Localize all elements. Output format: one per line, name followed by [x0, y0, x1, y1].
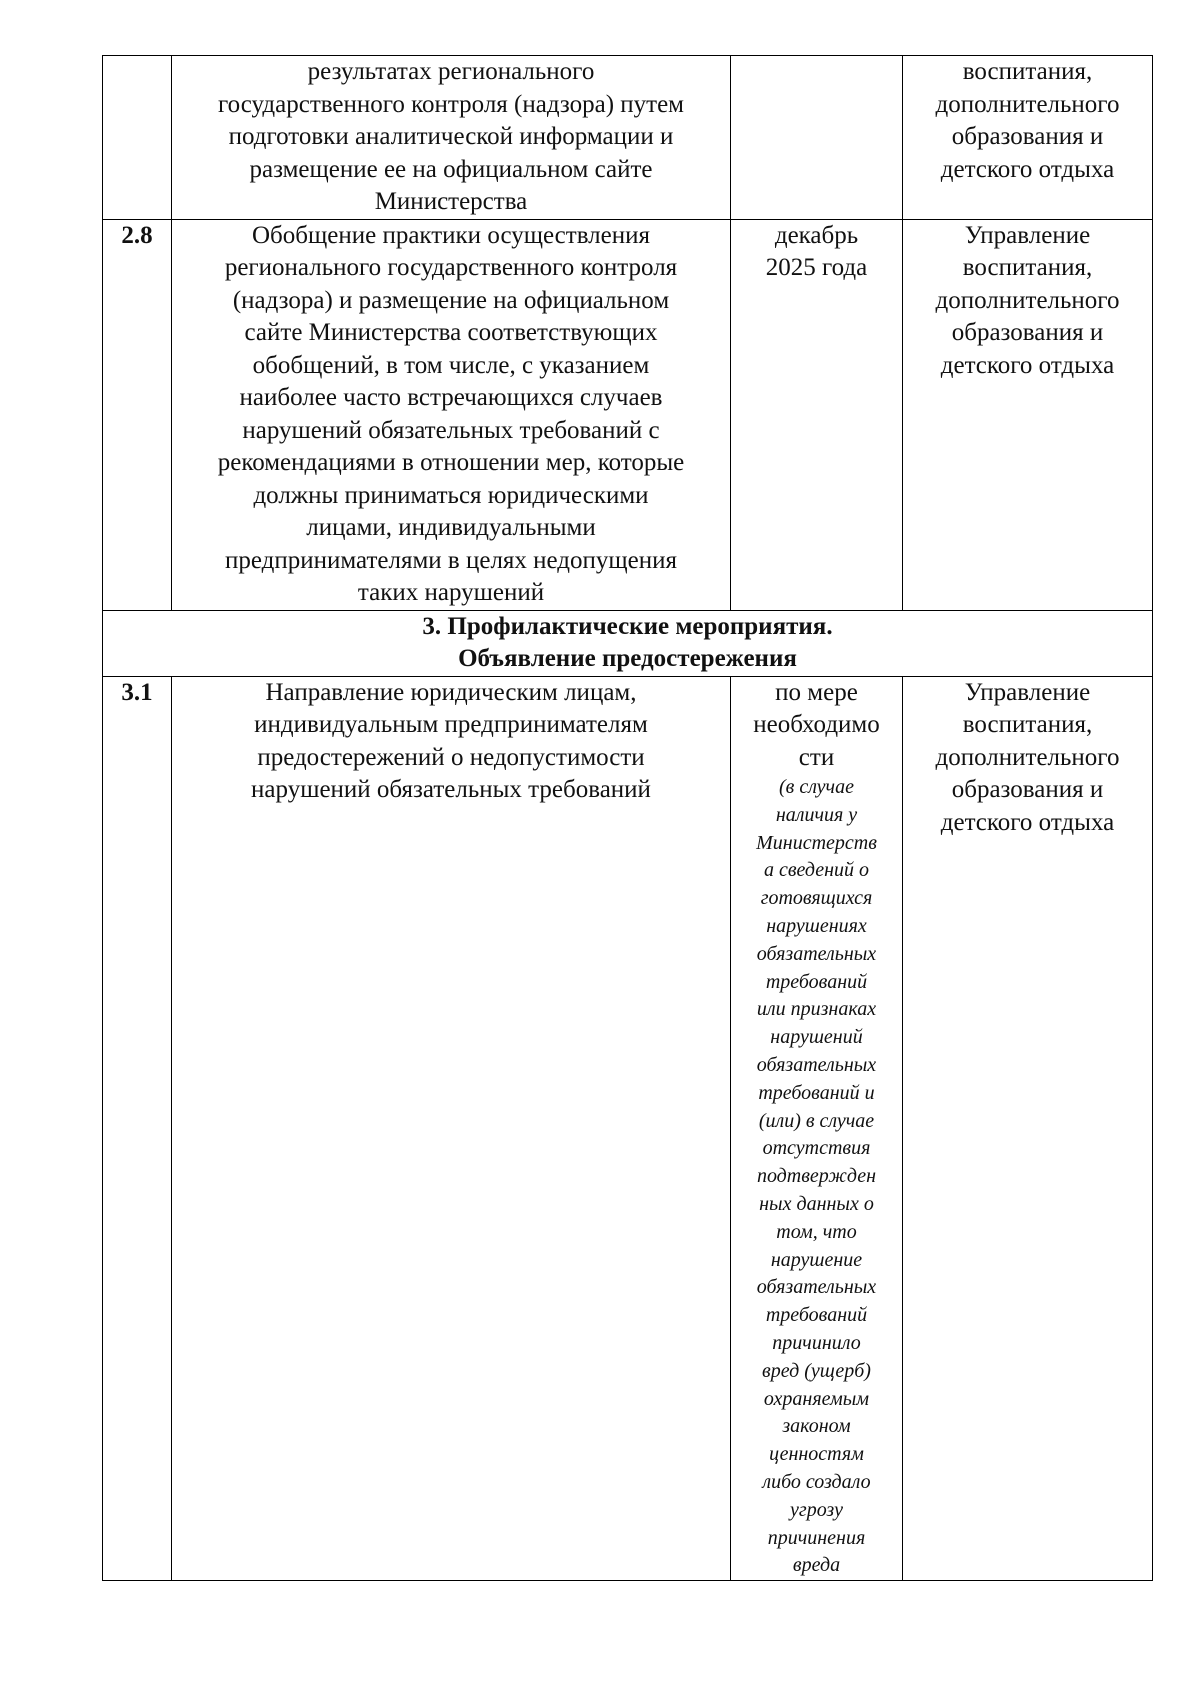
deadline-text-line: декабрь: [774, 221, 859, 249]
deadline-cell: [731, 219, 903, 610]
deadline-note-line: обязательных: [756, 1053, 877, 1076]
deadline-note-line: а сведений о: [763, 859, 870, 882]
responsible-text-line: Управление: [964, 221, 1091, 249]
section-heading-row: [103, 610, 1153, 676]
event-text-line: таких нарушений: [357, 579, 545, 606]
deadline-note-line: Министерств: [756, 831, 877, 854]
event-text-line: сайте Министерства соответствующих: [244, 319, 658, 346]
row-number: [103, 56, 172, 220]
row-number: 2.8: [103, 219, 172, 610]
responsible-text-line: воспитания,: [962, 58, 1093, 85]
event-text-line: индивидуальным предпринимателям: [254, 711, 648, 738]
event-text-line: рекомендациями в отношении мер, которые: [217, 449, 685, 476]
table-row: [103, 219, 1153, 610]
deadline-note-line: обязательных: [756, 1276, 877, 1299]
event-cell: [172, 56, 731, 220]
deadline-text-line: необходимо: [753, 711, 880, 738]
deadline-note-line: нарушениях: [766, 914, 867, 937]
event-text-line: регионального государственного контроля: [224, 254, 678, 281]
responsible-text-line: дополнительного: [935, 743, 1120, 771]
event-cell: [172, 219, 731, 610]
event-text-line: Направление юридическим лицам,: [265, 678, 637, 706]
event-text-line: результатах регионального: [307, 58, 595, 85]
section-heading: [103, 610, 1153, 676]
deadline-note-line: требований: [765, 970, 868, 993]
table-row: [103, 56, 1153, 220]
responsible-cell: [903, 56, 1153, 220]
deadline-note-line: (в случае: [779, 776, 854, 798]
deadline-text-line: 2025 года: [765, 254, 868, 281]
deadline-note-line: требований: [765, 1304, 868, 1327]
deadline-text-line: по мере: [775, 678, 858, 706]
event-text-line: лицами, индивидуальными: [306, 514, 596, 541]
responsible-text-line: образования и: [951, 776, 1104, 803]
event-text-line: должны приниматься юридическими: [253, 481, 649, 509]
responsible-text-line: воспитания,: [962, 254, 1093, 281]
responsible-text-line: образования и: [951, 319, 1104, 346]
deadline-cell: [731, 676, 903, 1581]
deadline-note-line: либо создало: [762, 1470, 871, 1493]
responsible-text-line: дополнительного: [935, 90, 1120, 118]
deadline-note-line: подтвержден: [756, 1165, 877, 1188]
section-heading-line: 3. Профилактические мероприятия.: [422, 612, 833, 640]
deadline-note-line: ценностям: [769, 1443, 864, 1466]
deadline-note-line: наличия у: [775, 803, 858, 826]
deadline-note-line: нарушений: [770, 1026, 863, 1049]
deadline-note-line: вред (ущерб): [762, 1359, 871, 1382]
responsible-cell: [903, 676, 1153, 1581]
event-text-line: предпринимателями в целях недопущения: [224, 546, 678, 574]
event-text-line: государственного контроля (надзора) путем: [217, 90, 684, 118]
responsible-text-line: воспитания,: [962, 711, 1093, 738]
responsible-text-line: дополнительного: [935, 286, 1120, 314]
event-text-line: Обобщение практики осуществления: [252, 221, 650, 249]
row-number: 3.1: [103, 676, 172, 1581]
event-text-line: обобщений, в том числе, с указанием: [252, 351, 650, 379]
deadline-note-line: обязательных: [756, 942, 877, 965]
deadline-note-line: готовящихся: [760, 887, 873, 910]
event-text-line: подготовки аналитической информации и: [228, 123, 674, 150]
deadline-note-line: причинило: [772, 1331, 861, 1354]
responsible-cell: [903, 219, 1153, 610]
event-text-line: наиболее часто встречающихся случаев: [239, 384, 663, 411]
responsible-text-line: детского отдыха: [940, 808, 1115, 836]
event-text-line: нарушений обязательных требований с: [242, 416, 660, 444]
section-heading-line: Объявление предостережения: [458, 645, 797, 672]
event-text-line: (надзора) и размещение на официальном: [232, 286, 670, 314]
responsible-text-line: детского отдыха: [940, 155, 1115, 183]
event-text-line: нарушений обязательных требований: [251, 776, 651, 803]
deadline-note-line: или признаках: [756, 998, 877, 1021]
deadline-note-line: нарушение: [770, 1248, 863, 1271]
event-cell: [172, 676, 731, 1581]
plan-table: [102, 55, 1153, 1581]
event-text-line: размещение ее на официальном сайте: [249, 155, 653, 183]
deadline-note-line: вреда: [792, 1554, 841, 1577]
deadline-note-line: отсутствия: [762, 1137, 871, 1160]
deadline-note-line: законом: [782, 1415, 851, 1438]
responsible-text-line: детского отдыха: [940, 351, 1115, 379]
deadline-note-line: причинения: [767, 1526, 866, 1549]
event-text-line: предостережений о недопустимости: [257, 743, 645, 771]
deadline-cell: [731, 56, 903, 220]
deadline-note-line: (или) в случае: [758, 1109, 875, 1132]
responsible-text-line: образования и: [951, 123, 1104, 150]
deadline-note-line: том, что: [776, 1220, 857, 1243]
deadline-text-line: сти: [798, 743, 835, 771]
table-row: [103, 676, 1153, 1581]
deadline-note-line: угрозу: [790, 1498, 843, 1521]
event-text-line: Министерства: [374, 188, 528, 215]
deadline-note-line: охраняемым: [763, 1387, 870, 1410]
deadline-note-line: ных данных о: [759, 1192, 874, 1215]
responsible-text-line: Управление: [964, 678, 1091, 706]
deadline-note-line: требований и: [758, 1081, 875, 1104]
